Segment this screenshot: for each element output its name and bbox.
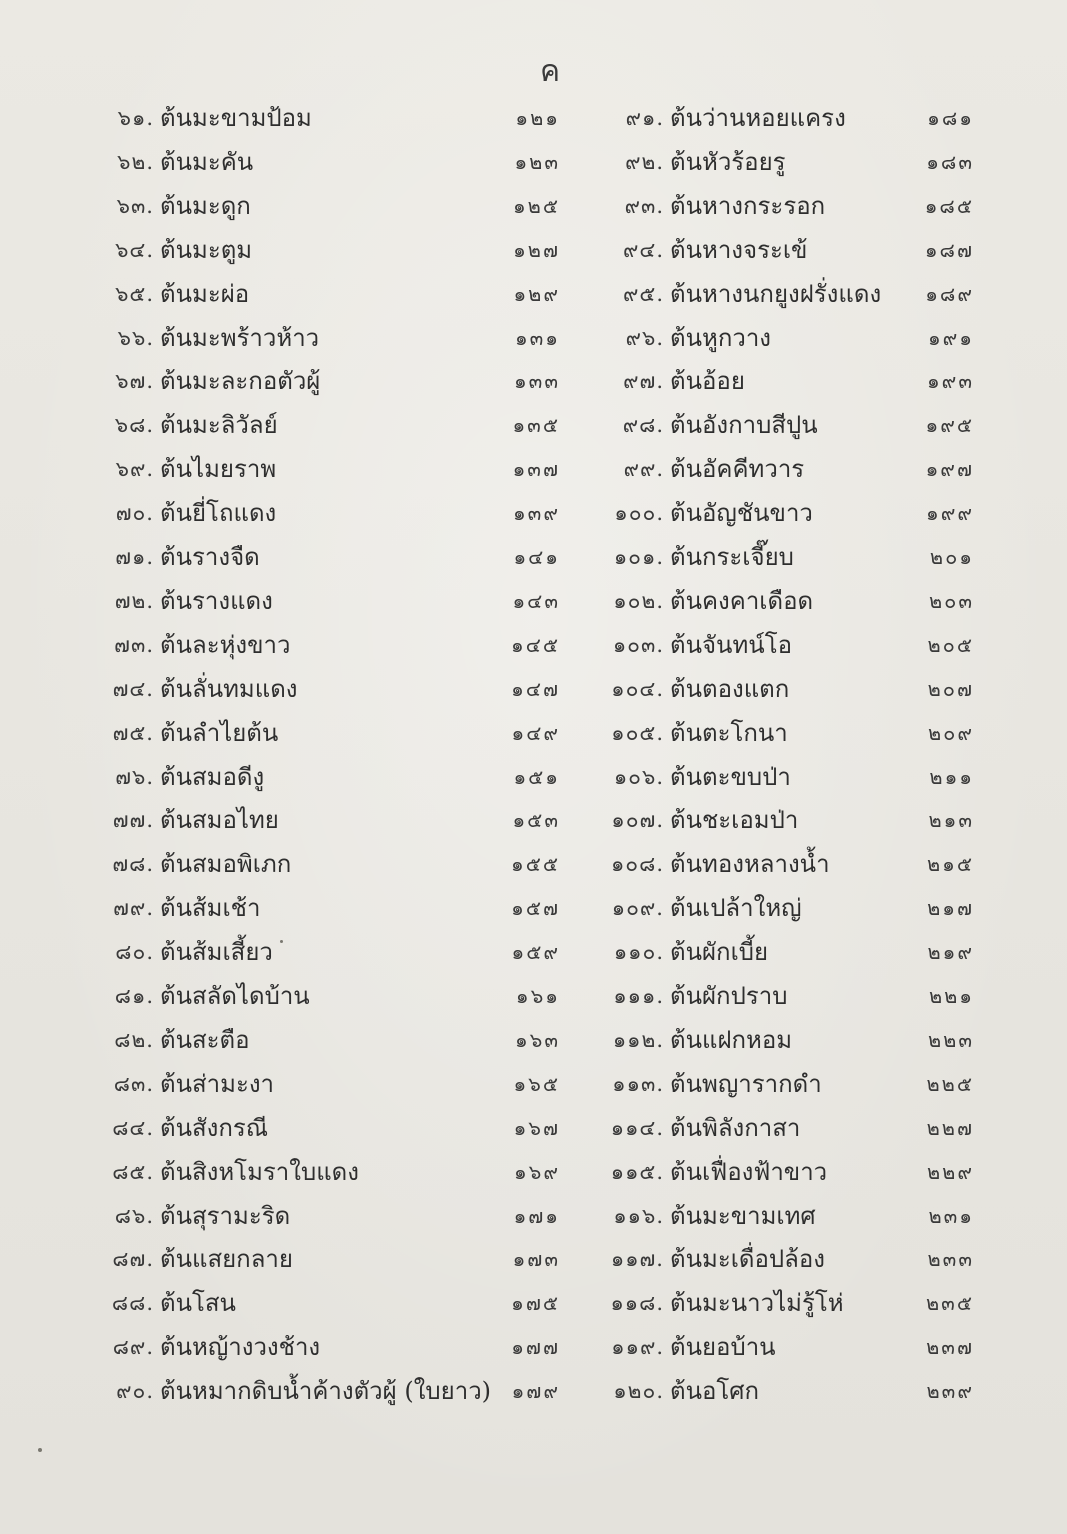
entry-page-number: ๑๙๕	[925, 413, 974, 437]
entry-page-number: ๒๒๙	[926, 1160, 974, 1184]
entry-title: ต้นจันทน์โอ	[670, 631, 792, 659]
entry-number: ๗๓.	[114, 633, 154, 657]
entry-page-number: ๑๕๑	[513, 765, 560, 789]
entry-title: ต้นสังกรณี	[160, 1114, 269, 1142]
entry-number: ๑๐๒.	[613, 589, 664, 613]
entry-title: ต้นสมอดีงู	[160, 763, 265, 791]
entry-title: ต้นคงคาเดือด	[670, 587, 814, 615]
entry-title: ต้นอโศก	[670, 1377, 760, 1405]
entry-page-number: ๑๔๕	[511, 633, 560, 657]
entry-number: ๑๑๘.	[610, 1291, 664, 1315]
entry-number: ๑๑๒.	[612, 1028, 664, 1052]
entry-title: ต้นเปล้าใหญ่	[670, 894, 802, 922]
entry-number: ๗๑.	[115, 545, 154, 569]
entry-title: ต้นมะดูก	[160, 192, 251, 220]
entry-title: ต้นผักเบี้ย	[670, 938, 769, 966]
toc-row	[0, 1020, 1067, 1060]
entry-page-number: ๑๗๑	[513, 1204, 560, 1228]
entry-number: ๗๗.	[112, 808, 154, 832]
entry-page-number: ๑๗๕	[511, 1291, 560, 1315]
toc-row	[0, 581, 1067, 621]
entry-title: ต้นมะคัน	[160, 148, 254, 176]
entry-title: ต้นรางแดง	[160, 587, 273, 615]
entry-title: ต้นลำไยต้น	[160, 719, 279, 747]
entry-title: ต้นหางกระรอก	[670, 192, 826, 220]
entry-page-number: ๑๕๗	[511, 896, 560, 920]
entry-page-number: ๑๕๙	[511, 940, 560, 964]
toc-row	[0, 757, 1067, 797]
entry-number: ๑๐๔.	[611, 677, 664, 701]
entry-title: ต้นรางจืด	[160, 543, 260, 571]
entry-number: ๑๑๙.	[611, 1335, 664, 1359]
entry-number: ๑๐๘.	[610, 852, 664, 876]
entry-number: ๙๕.	[623, 282, 664, 306]
entry-page-number: ๑๖๗	[513, 1116, 560, 1140]
entry-number: ๗๖.	[115, 765, 154, 789]
entry-page-number: ๑๕๓	[512, 808, 560, 832]
entry-number: ๑๐๙.	[611, 896, 664, 920]
entry-page-number: ๑๘๓	[926, 150, 974, 174]
toc-row	[0, 1283, 1067, 1323]
entry-number: ๑๐๐.	[614, 501, 664, 525]
entry-page-number: ๑๒๙	[513, 282, 560, 306]
entry-number: ๘๗.	[112, 1247, 154, 1271]
entry-number: ๖๑.	[117, 106, 154, 130]
entry-page-number: ๒๓๙	[926, 1379, 974, 1403]
entry-page-number: ๑๘๕	[924, 194, 974, 218]
entry-page-number: ๑๙๗	[925, 457, 974, 481]
toc-row	[0, 625, 1067, 665]
entry-number: ๑๑๖.	[613, 1204, 664, 1228]
toc-row	[0, 1239, 1067, 1279]
entry-number: ๙๙.	[623, 457, 664, 481]
entry-page-number: ๒๐๑	[929, 545, 974, 569]
entry-page-number: ๑๙๙	[926, 501, 974, 525]
toc-row	[0, 888, 1067, 928]
toc-row	[0, 1371, 1067, 1411]
entry-title: ต้นอ้อย	[670, 367, 745, 395]
entry-number: ๑๑๑.	[613, 984, 664, 1008]
entry-number: ๙๒.	[625, 150, 664, 174]
entry-number: ๙๓.	[624, 194, 664, 218]
entry-number: ๖๖.	[117, 326, 154, 350]
entry-number: ๗๙.	[113, 896, 154, 920]
toc-row	[0, 1152, 1067, 1192]
entry-title: ต้นมะผ่อ	[160, 280, 250, 308]
entry-number: ๙๘.	[622, 413, 664, 437]
entry-number: ๑๐๗.	[611, 808, 664, 832]
entry-title: ต้นหญ้างวงช้าง	[160, 1333, 321, 1361]
entry-number: ๖๔.	[115, 238, 154, 262]
entry-title: ต้นส่ามะงา	[160, 1070, 275, 1098]
entry-number: ๖๗.	[115, 369, 154, 393]
entry-title: ต้นสิงหโมราใบแดง	[160, 1158, 359, 1186]
entry-number: ๘๐.	[115, 940, 154, 964]
entry-title: ต้นไมยราพ	[160, 455, 277, 483]
entry-title: ต้นหมากดิบน้ำค้างตัวผู้ (ใบยาว)	[160, 1377, 492, 1405]
entry-page-number: ๒๓๓	[927, 1247, 974, 1271]
toc-row	[0, 932, 1067, 972]
toc-row	[0, 1064, 1067, 1104]
entry-title: ต้นมะพร้าวห้าว	[160, 324, 320, 352]
toc-row	[0, 800, 1067, 840]
entry-title: ต้นส้มเช้า	[160, 894, 261, 922]
entry-title: ต้นหัวร้อยรู	[670, 148, 786, 176]
entry-title: ต้นสลัดไดบ้าน	[160, 982, 310, 1010]
entry-page-number: ๒๑๑	[929, 765, 974, 789]
entry-page-number: ๒๓๗	[926, 1335, 974, 1359]
entry-number: ๑๑๔.	[610, 1116, 664, 1140]
toc-row	[0, 405, 1067, 445]
entry-number: ๑๑๗.	[610, 1247, 664, 1271]
toc-row	[0, 669, 1067, 709]
entry-page-number: ๑๖๙	[513, 1160, 560, 1184]
entry-title: ต้นโสน	[160, 1289, 236, 1317]
entry-page-number: ๑๓๓	[513, 369, 560, 393]
toc-row	[0, 537, 1067, 577]
entry-number: ๗๕.	[112, 721, 154, 745]
entry-title: ต้นมะนาวไม่รู้โห่	[670, 1289, 844, 1317]
entry-page-number: ๒๒๑	[928, 984, 974, 1008]
entry-title: ต้นมะละกอตัวผู้	[160, 367, 321, 395]
toc-row	[0, 976, 1067, 1016]
entry-page-number: ๑๔๓	[512, 589, 560, 613]
entry-number: ๑๐๖.	[613, 765, 664, 789]
entry-number: ๙๐.	[116, 1379, 154, 1403]
entry-title: ต้นว่านหอยแครง	[670, 104, 846, 132]
entry-page-number: ๑๘๗	[924, 238, 974, 262]
entry-number: ๘๙.	[112, 1335, 154, 1359]
entry-title: ต้นตองแตก	[670, 675, 790, 703]
entry-title: ต้นสมอพิเภก	[160, 850, 292, 878]
entry-title: ต้นหางนกยูงฝรั่งแดง	[670, 280, 882, 308]
toc-row	[0, 449, 1067, 489]
entry-number: ๑๑๕.	[610, 1160, 664, 1184]
entry-page-number: ๑๘๑	[927, 106, 974, 130]
entry-page-number: ๒๓๕	[926, 1291, 974, 1315]
paper-speck	[38, 1448, 42, 1452]
entry-title: ต้นสุรามะริด	[160, 1202, 291, 1230]
entry-number: ๗๐.	[115, 501, 154, 525]
entry-title: ต้นละหุ่งขาว	[160, 631, 291, 659]
entry-number: ๖๓.	[116, 194, 154, 218]
entry-number: ๙๗.	[623, 369, 664, 393]
entry-title: ต้นยี่โถแดง	[160, 499, 277, 527]
toc-row	[0, 493, 1067, 533]
entry-page-number: ๒๓๑	[928, 1204, 974, 1228]
entry-title: ต้นส้มเสี้ยว	[160, 938, 273, 966]
entry-page-number: ๑๖๑	[515, 984, 560, 1008]
entry-title: ต้นชะเอมป่า	[670, 806, 799, 834]
entry-page-number: ๑๒๓	[514, 150, 560, 174]
entry-page-number: ๑๙๑	[927, 326, 974, 350]
entry-title: ต้นอัญชันขาว	[670, 499, 813, 527]
entry-page-number: ๑๗๗	[511, 1335, 560, 1359]
entry-number: ๑๒๐.	[613, 1379, 664, 1403]
toc-row	[0, 844, 1067, 884]
entry-page-number: ๒๒๗	[926, 1116, 974, 1140]
entry-title: ต้นสมอไทย	[160, 806, 279, 834]
entry-title: ต้นผักปราบ	[670, 982, 788, 1010]
entry-page-number: ๒๒๓	[927, 1028, 974, 1052]
entry-number: ๘๓.	[113, 1072, 154, 1096]
entry-number: ๗๒.	[114, 589, 154, 613]
toc-row	[0, 1108, 1067, 1148]
entry-number: ๙๑.	[625, 106, 664, 130]
entry-title: ต้นสะตือ	[160, 1026, 250, 1054]
entry-number: ๙๖.	[625, 326, 664, 350]
entry-page-number: ๑๗๓	[512, 1247, 560, 1271]
entry-title: ต้นตะโกนา	[670, 719, 788, 747]
entry-page-number: ๒๐๕	[927, 633, 974, 657]
entry-page-number: ๑๖๕	[513, 1072, 560, 1096]
entry-page-number: ๑๓๕	[512, 413, 560, 437]
entry-title: ต้นตะขบป่า	[670, 763, 791, 791]
entry-number: ๗๔.	[112, 677, 154, 701]
entry-title: ต้นพญารากดำ	[670, 1070, 822, 1098]
toc-row	[0, 713, 1067, 753]
entry-page-number: ๑๒๗	[513, 238, 560, 262]
toc-row	[0, 318, 1067, 358]
entry-page-number: ๑๓๗	[512, 457, 560, 481]
entry-title: ต้นทองหลางน้ำ	[670, 850, 830, 878]
entry-page-number: ๑๒๑	[515, 106, 560, 130]
entry-title: ต้นมะขามเทศ	[670, 1202, 816, 1230]
toc-row	[0, 98, 1067, 138]
entry-page-number: ๑๕๕	[511, 852, 560, 876]
entry-number: ๖๒.	[117, 150, 154, 174]
entry-number: ๑๐๕.	[611, 721, 664, 745]
entry-title: ต้นเฟื่องฟ้าขาว	[670, 1158, 828, 1186]
entry-number: ๘๖.	[114, 1204, 154, 1228]
entry-number: ๘๒.	[114, 1028, 154, 1052]
entry-page-number: ๑๙๓	[926, 369, 974, 393]
entry-page-number: ๒๐๗	[927, 677, 974, 701]
entry-page-number: ๑๓๙	[512, 501, 560, 525]
entry-page-number: ๑๘๙	[925, 282, 974, 306]
entry-title: ต้นหางจระเข้	[670, 236, 808, 264]
entry-number: ๑๑๓.	[612, 1072, 664, 1096]
entry-page-number: ๒๑๗	[927, 896, 974, 920]
entry-page-number: ๒๐๓	[928, 589, 974, 613]
entry-title: ต้นมะขามป้อม	[160, 104, 312, 132]
toc-row	[0, 274, 1067, 314]
entry-page-number: ๑๓๑	[514, 326, 560, 350]
entry-title: ต้นอังกาบสีปูน	[670, 411, 818, 439]
entry-number: ๘๑.	[114, 984, 154, 1008]
entry-page-number: ๑๖๓	[514, 1028, 560, 1052]
entry-number: ๖๘.	[114, 413, 154, 437]
entry-page-number: ๑๗๙	[511, 1379, 560, 1403]
entry-number: ๑๐๓.	[612, 633, 664, 657]
entry-page-number: ๒๑๓	[928, 808, 974, 832]
page-letter: ค	[539, 54, 561, 89]
entry-title: ต้นมะเดื่อปล้อง	[670, 1245, 825, 1273]
entry-title: ต้นมะตูม	[160, 236, 253, 264]
entry-number: ๘๕.	[112, 1160, 154, 1184]
entry-page-number: ๒๒๕	[926, 1072, 974, 1096]
entry-title: ต้นพิลังกาสา	[670, 1114, 801, 1142]
entry-number: ๖๙.	[115, 457, 154, 481]
entry-number: ๘๘.	[111, 1291, 154, 1315]
entry-page-number: ๒๐๙	[927, 721, 974, 745]
toc-row	[0, 142, 1067, 182]
entry-page-number: ๑๔๑	[513, 545, 560, 569]
entry-title: ต้นกระเจี๊ยบ	[670, 543, 794, 571]
entry-title: ต้นมะลิวัลย์	[160, 411, 278, 439]
entry-page-number: ๑๒๕	[512, 194, 560, 218]
entry-title: ต้นลั่นทมแดง	[160, 675, 298, 703]
toc-row	[0, 1196, 1067, 1236]
entry-number: ๖๕.	[115, 282, 154, 306]
entry-page-number: ๑๔๙	[511, 721, 560, 745]
entry-number: ๑๐๑.	[613, 545, 664, 569]
entry-number: ๙๔.	[623, 238, 664, 262]
entry-title: ต้นแฝกหอม	[670, 1026, 793, 1054]
entry-number: ๘๔.	[112, 1116, 154, 1140]
entry-title: ต้นอัคคีทวาร	[670, 455, 805, 483]
entry-title: ต้นหูกวาง	[670, 324, 772, 352]
toc-row	[0, 1327, 1067, 1367]
toc-row	[0, 361, 1067, 401]
entry-number: ๗๘.	[112, 852, 154, 876]
entry-title: ต้นแสยกลาย	[160, 1245, 293, 1273]
entry-page-number: ๑๔๗	[511, 677, 560, 701]
entry-page-number: ๒๑๙	[927, 940, 974, 964]
entry-title: ต้นยอบ้าน	[670, 1333, 776, 1361]
entry-page-number: ๒๑๕	[926, 852, 974, 876]
toc-row	[0, 186, 1067, 226]
paper-speck	[280, 940, 283, 943]
entry-number: ๑๑๐.	[613, 940, 664, 964]
toc-row	[0, 230, 1067, 270]
